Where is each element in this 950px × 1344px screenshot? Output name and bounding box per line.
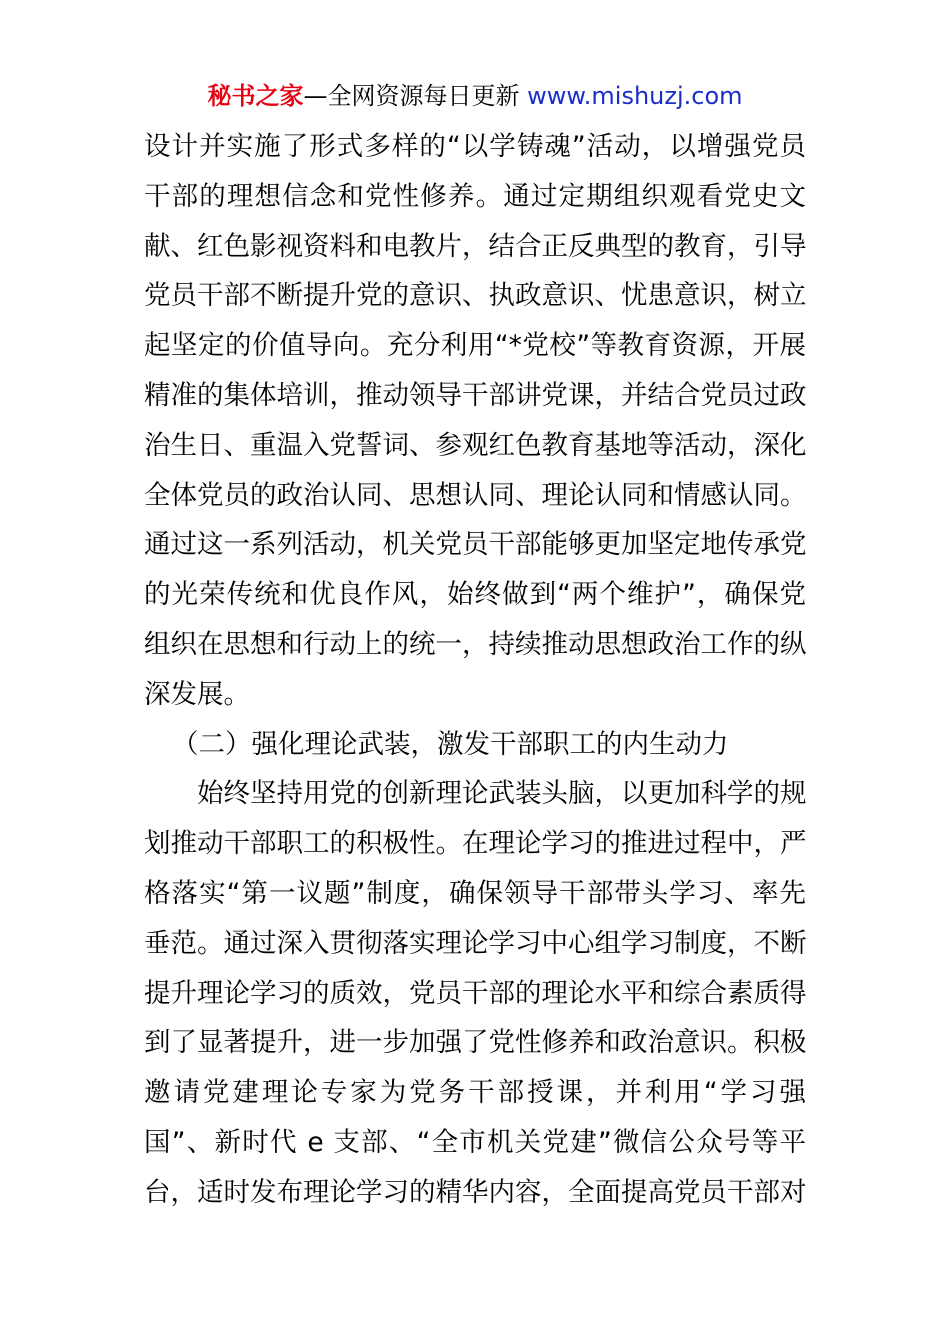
text-line: 治生日、重温入党誓词、参观红色教育基地等活动，深化 (144, 429, 807, 461)
text-line: 设计并实施了形式多样的“以学铸魂”活动，以增强党员 (144, 131, 806, 162)
text-line: 始终坚持用党的创新理论武装头脑，以更加科学的规 (197, 778, 807, 810)
text-line: 国”、新时代 e 支部、“全市机关党建”微信公众号等平 (144, 1126, 806, 1158)
text-line: 精准的集体培训，推动领导干部讲党课，并结合党员过政 (144, 379, 807, 411)
section-heading: （二）强化理论武装，激发干部职工的内生动力 (172, 728, 729, 760)
text-line: 献、红色影视资料和电教片，结合正反典型的教育，引导 (144, 230, 807, 262)
text-line: 垂范。通过深入贯彻落实理论学习中心组学习制度，不断 (144, 927, 807, 959)
text-line: 深发展。 (144, 678, 250, 710)
text-line: 提升理论学习的质效，党员干部的理论水平和综合素质得 (144, 977, 807, 1009)
text-line: 台，适时发布理论学习的精华内容，全面提高党员干部对 (144, 1176, 807, 1208)
text-line: 通过这一系列活动，机关党员干部能够更加坚定地传承党 (144, 529, 807, 561)
text-line: 全体党员的政治认同、思想认同、理论认同和情感认同。 (144, 479, 807, 511)
header-tagline: —全网资源每日更新 (303, 82, 520, 110)
site-url-link[interactable]: www.mishuzj.com (527, 82, 743, 110)
text-line: 格落实“第一议题”制度，确保领导干部带头学习、率先 (144, 877, 806, 909)
text-line: 组织在思想和行动上的统一，持续推动思想政治工作的纵 (144, 628, 807, 660)
text-line: 邀请党建理论专家为党务干部授课，并利用“学习强 (144, 1077, 806, 1109)
text-line: 党员干部不断提升党的意识、执政意识、忧患意识，树立 (144, 280, 807, 312)
text-line: 到了显著提升，进一步加强了党性修养和政治意识。积极 (144, 1027, 807, 1059)
site-header (0, 80, 950, 112)
text-line: 划推动干部职工的积极性。在理论学习的推进过程中，严 (144, 828, 807, 860)
text-line: 起坚定的价值导向。充分利用“*党校”等教育资源，开展 (144, 330, 806, 362)
text-line: 的光荣传统和优良作风，始终做到“两个维护”，确保党 (144, 579, 806, 611)
brand-name: 秘书之家 (207, 82, 304, 110)
text-line: 干部的理想信念和党性修养。通过定期组织观看党史文 (144, 180, 806, 212)
document-body (144, 122, 806, 1218)
